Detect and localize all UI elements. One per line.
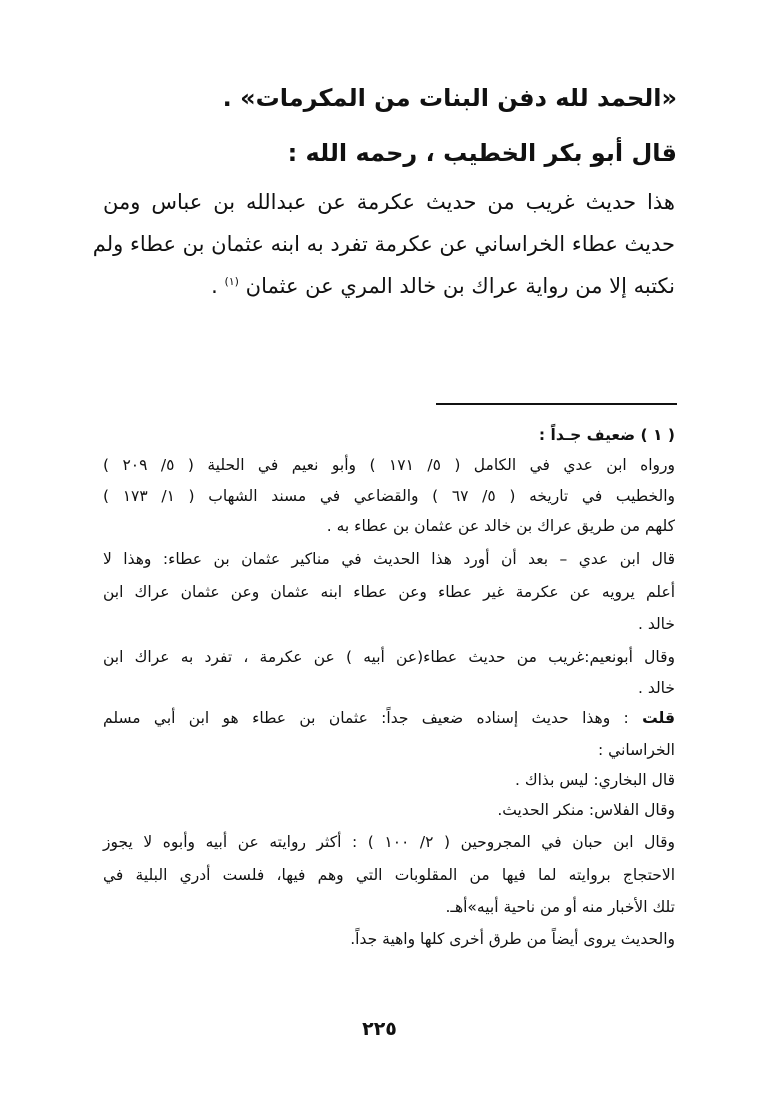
quoted-saying: «الحمد لله دفن البنات من المكرمات» .: [222, 84, 677, 112]
footnote-line: الاحتجاج بروايته لما فيها من المقلوبات التي وهم فيها، فلست أدري البلية في: [103, 866, 675, 884]
footnote-heading: ( ١ ) ضعيف جـداً :: [538, 426, 675, 444]
qultu-label: قلت: [642, 709, 675, 727]
body-line-end: .: [211, 274, 225, 298]
footnote-line: وقال أبونعيم:غريب من حديث عطاء(عن أبيه ) عن عكرمة ، تفرد به عراك ابن: [103, 648, 675, 666]
body-line: هذا حديث غريب من حديث عكرمة عن عبدالله بن عباس ومن: [103, 190, 675, 214]
footnote-line: [103, 709, 675, 727]
footnote-line: ورواه ابن عدي في الكامل ( ٥/ ١٧١ ) وأبو نعيم في الحلية ( ٥/ ٢٠٩ ): [103, 456, 675, 474]
footnote-line: وقال ابن حبان في المجروحين ( ٢/ ١٠٠ ) : أكثر روايته عن أبيه وأبوه لا يجوز: [103, 833, 675, 851]
body-line: [103, 274, 675, 298]
footnote-line: كلهم من طريق عراك بن خالد عن عثمان بن عطاء به .: [326, 517, 675, 535]
footnote-line: تلك الأخبار منه أو من ناحية أبيه»أهـ.: [445, 898, 675, 916]
qultu-text: : وهذا حديث إسناده ضعيف جداً: عثمان بن عطاء هو ابن أبي مسلم: [103, 709, 643, 727]
footnote-line: خالد .: [637, 615, 675, 633]
footnote-separator: [436, 403, 677, 405]
footnote-line: أعلم يرويه عن عكرمة غير عطاء وعن عطاء ابنه عثمان وعن عثمان عراك ابن: [103, 583, 675, 601]
footnote-line: وقال الفلاس: منكر الحديث.: [497, 801, 675, 819]
footnote-line: قال البخاري: ليس بذاك .: [515, 771, 675, 789]
footnote-line: الخراساني :: [598, 741, 675, 759]
section-heading: قال أبو بكر الخطيب ، رحمه الله :: [287, 139, 677, 167]
body-line-text: نكتبه إلا من رواية عراك بن خالد المري عن عثمان: [245, 274, 675, 298]
footnote-line: والخطيب في تاريخه ( ٥/ ٦٧ ) والقضاعي في مسند الشهاب ( ١/ ١٧٣ ): [103, 487, 676, 505]
footnote-line: والحديث يروى أيضاً من طرق أخرى كلها واهية جداً.: [350, 930, 675, 948]
page-number: ٢٢٥: [362, 1018, 397, 1040]
footnote-line: قال ابن عدي – بعد أن أورد هذا الحديث في مناكير عثمان بن عطاء: وهذا لا: [103, 550, 675, 568]
footnote-line: خالد .: [637, 679, 675, 697]
footnote-marker: (١): [224, 275, 239, 288]
body-line: حديث عطاء الخراساني عن عكرمة تفرد به ابنه عثمان بن عطاء ولم: [92, 232, 675, 256]
